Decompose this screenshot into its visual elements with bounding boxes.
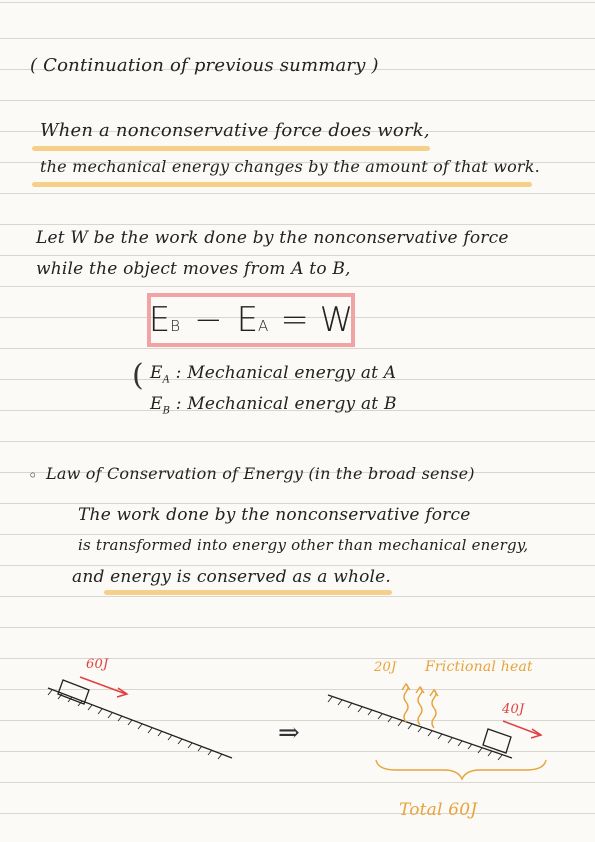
def-b-sub: B bbox=[162, 405, 171, 417]
formula-e-b: E bbox=[148, 300, 171, 340]
total-energy-label: Total 60J bbox=[399, 800, 478, 820]
statement-line-2: the mechanical energy changes by the amount of that work. bbox=[40, 157, 540, 176]
frictional-heat-label: Frictional heat bbox=[425, 659, 533, 675]
law-line-3: and energy is conserved as a whole. bbox=[72, 567, 392, 587]
definition-brace: ( bbox=[132, 358, 144, 393]
def-b-symbol: E bbox=[150, 394, 163, 414]
def-a-text: : Mechanical energy at A bbox=[175, 363, 397, 383]
bullet-icon: ◦ bbox=[28, 466, 38, 485]
heading: ( Continuation of previous summary ) bbox=[30, 55, 379, 76]
total-brace bbox=[376, 760, 546, 779]
law-line-1: The work done by the nonconservative force bbox=[78, 505, 471, 525]
def-b-text: : Mechanical energy at B bbox=[175, 394, 397, 414]
let-line-1: Let W be the work done by the nonconservative force bbox=[36, 228, 509, 248]
right-arrow bbox=[503, 721, 540, 735]
formula-sub-a: A bbox=[258, 317, 269, 335]
right-hatching bbox=[328, 697, 502, 760]
def-a-sub: A bbox=[162, 374, 171, 386]
law-line-2: is transformed into energy other than mechanical energy, bbox=[78, 536, 529, 554]
left-energy-label: 60J bbox=[86, 657, 109, 672]
heat-energy-label: 20J bbox=[374, 660, 397, 675]
right-energy-label: 40J bbox=[502, 702, 525, 717]
left-incline bbox=[48, 688, 232, 758]
left-arrow bbox=[80, 677, 126, 694]
formula-sub-b: B bbox=[170, 317, 181, 335]
left-block bbox=[58, 680, 89, 704]
def-a-symbol: E bbox=[150, 363, 163, 383]
formula-e-a: E bbox=[236, 300, 259, 340]
formula-minus: − bbox=[194, 300, 223, 340]
formula-equals-w: = W bbox=[280, 300, 354, 340]
statement-line-1: When a nonconservative force does work, bbox=[40, 120, 430, 141]
let-line-2: while the object moves from A to B, bbox=[36, 259, 351, 279]
implies-arrow-icon: ⇒ bbox=[278, 718, 300, 748]
heat-arrows bbox=[402, 684, 438, 728]
law-title: Law of Conservation of Energy (in the broad sense) bbox=[46, 464, 475, 483]
